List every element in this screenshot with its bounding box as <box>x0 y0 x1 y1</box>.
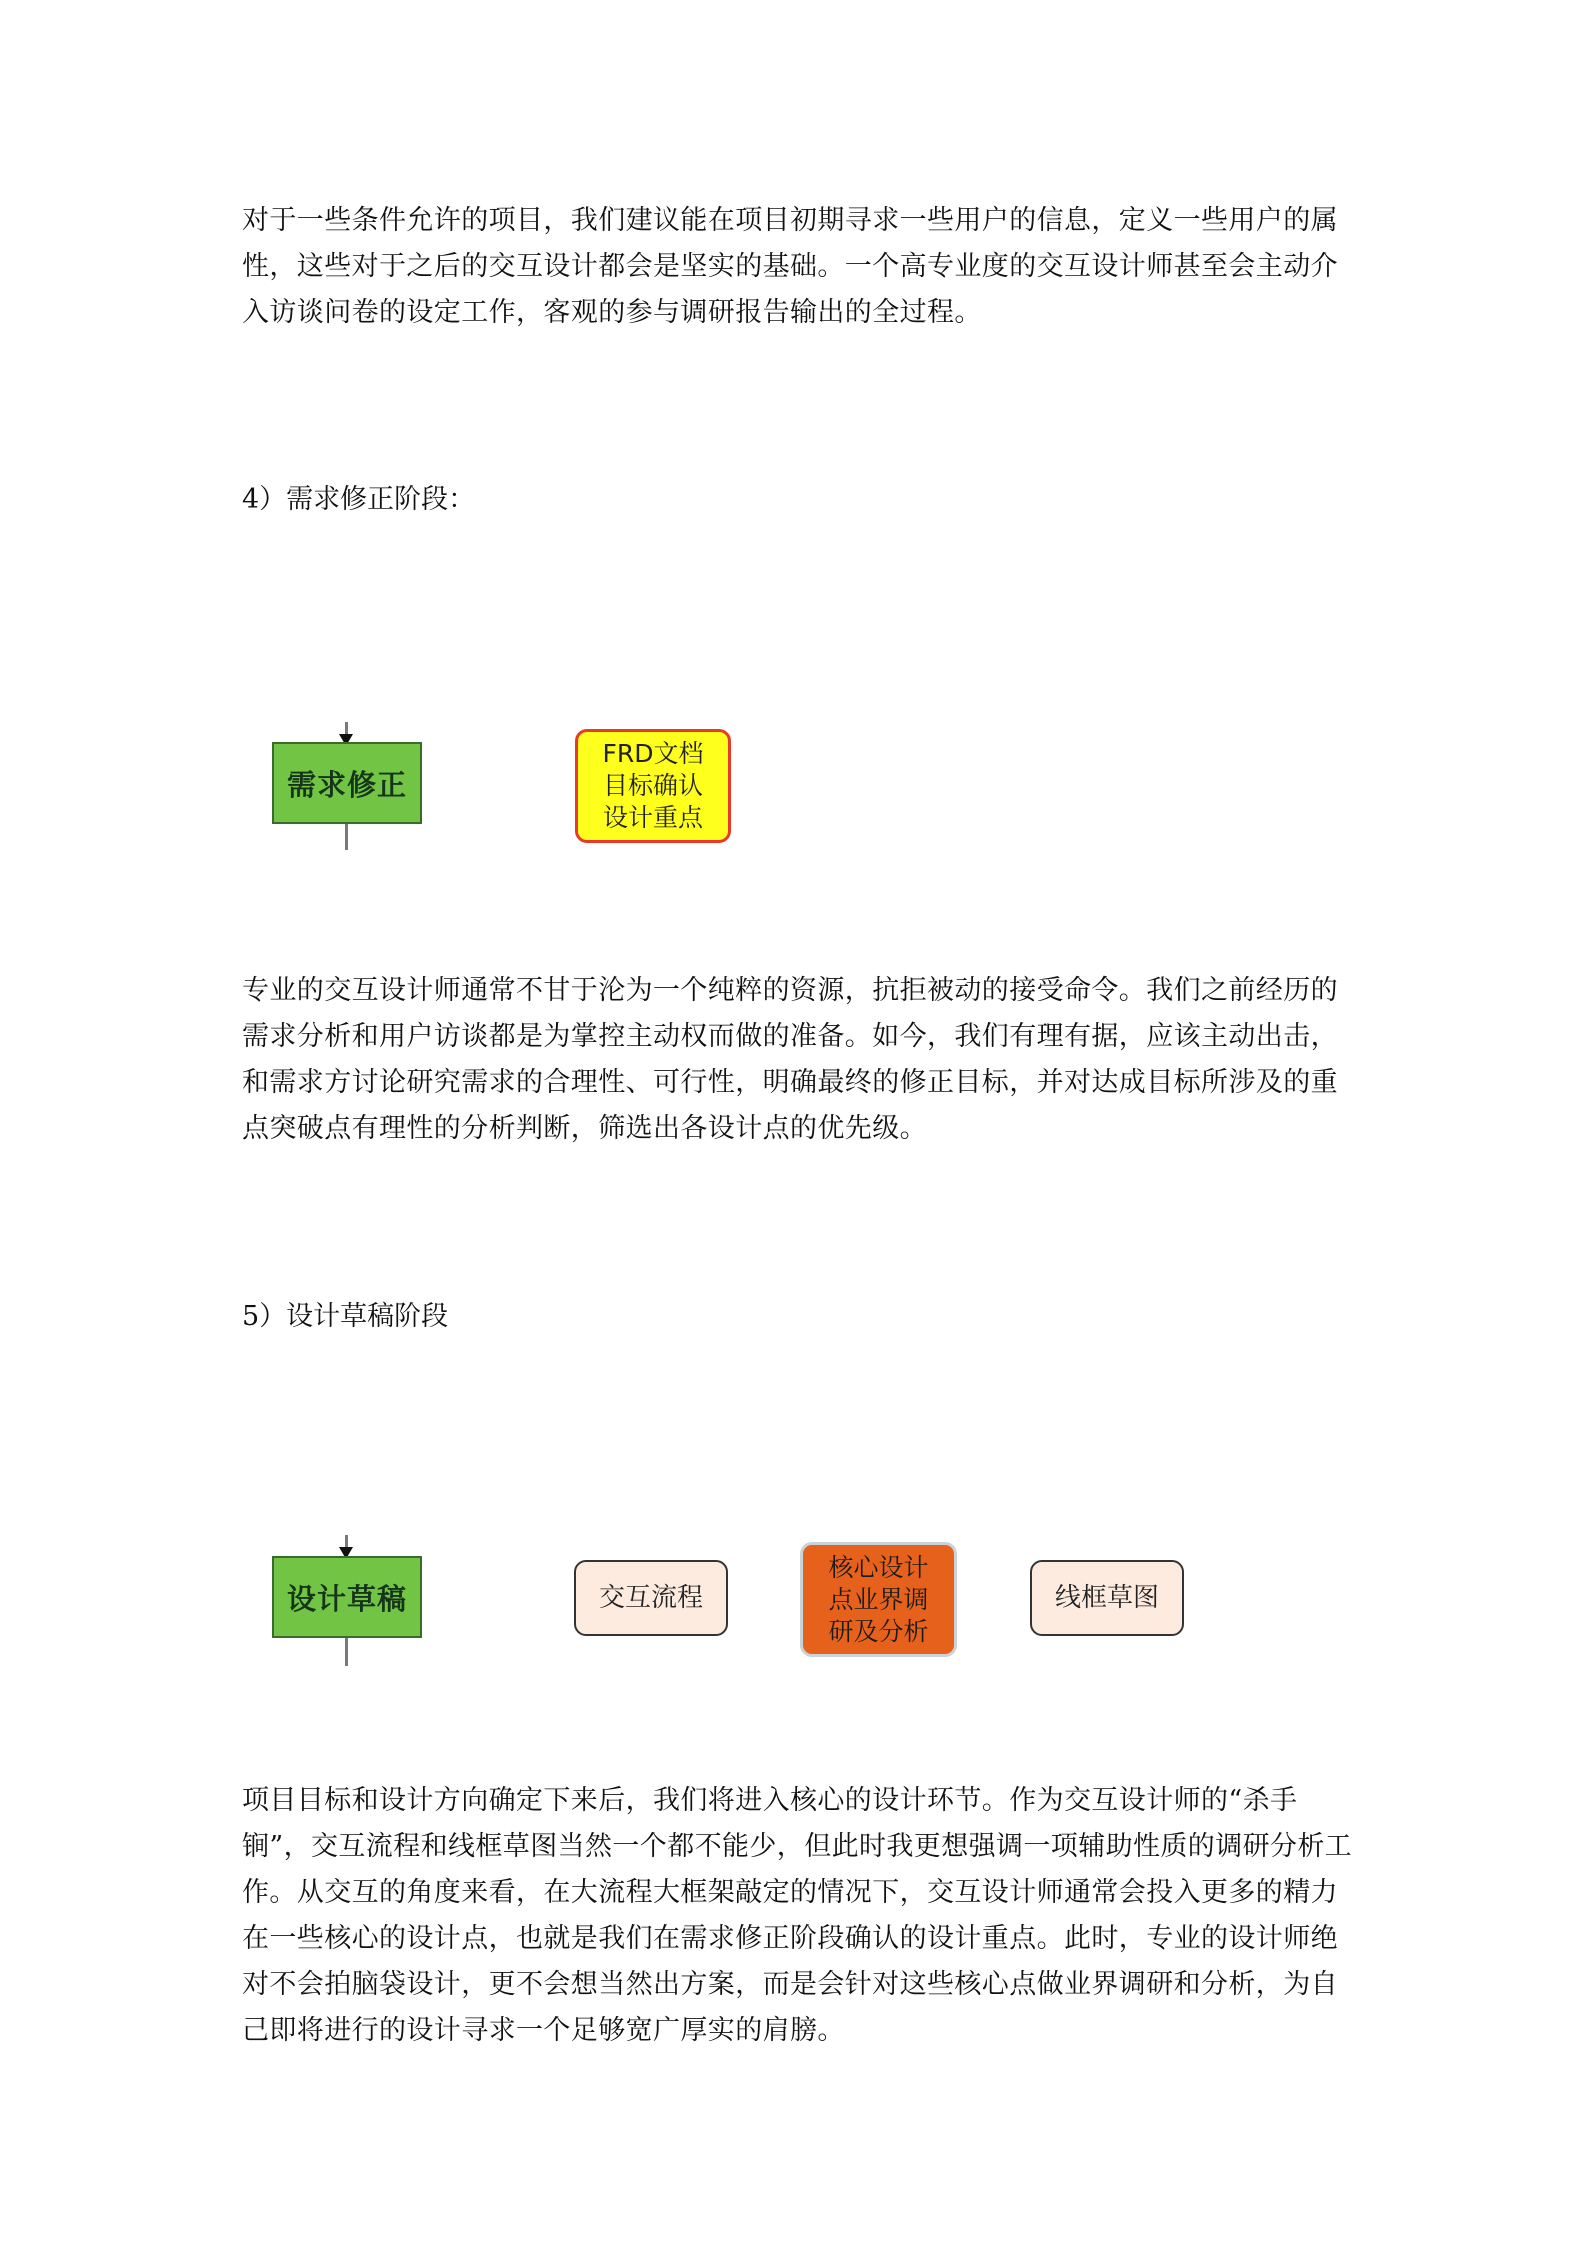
paragraph-intro: 对于一些条件允许的项目，我们建议能在项目初期寻求一些用户的信息，定义一些用户的属性，这些对于之后的交互设计都会是坚实的基础。一个高专业度的交互设计师甚至会主动介入访谈问卷的设定工作，客观的参与调研报告输出的全过程。 <box>242 205 1338 328</box>
box-wireframe-sketch <box>1030 1560 1184 1636</box>
paragraph-revision: 专业的交互设计师通常不甘于沦为一个纯粹的资源，抗拒被动的接受命令。我们之前经历的需求分析和用户访谈都是为掌控主动权而做的准备。如今，我们有理有据，应该主动出击，和需求方讨论研究需求的合理性、可行性，明确最终的修正目标，并对达成目标所涉及的重点突破点有理性的分析判断，筛选出各设计点的优先级。 <box>242 975 1338 1144</box>
box-label: 线框草图 <box>1054 1583 1159 1613</box>
stage-box-requirement-revision: 需求修正 <box>272 742 422 824</box>
box-line: 研及分析 <box>828 1616 929 1646</box>
box-interaction-flow <box>574 1560 728 1636</box>
paragraph-design: 项目目标和设计方向确定下来后，我们将进入核心的设计环节。作为交互设计师的“杀手锏”，交互流程和线框草图当然一个都不能少，但此时我更想强调一项辅助性质的调研分析工作。从交互的角度来看，在大流程大框架敲定的情况下，交互设计师通常会投入更多的精力在一些核心的设计点，也就是我们在需求修正阶段确认的设计重点。此时，专业的设计师绝对不会拍脑袋设计，更不会想当然出方案，而是会针对这些核心点做业界调研和分析，为自己即将进行的设计寻求一个足够宽广厚实的肩膀。 <box>242 1785 1353 2046</box>
output-line: 设计重点 <box>602 803 703 832</box>
box-label: 交互流程 <box>598 1583 703 1613</box>
box-core-research <box>800 1542 957 1657</box>
box-line: 点业界调 <box>828 1584 929 1614</box>
flow-line-out <box>345 1638 348 1666</box>
heading-requirement-revision: 4）需求修正阶段： <box>242 484 476 515</box>
output-line: 目标确认 <box>602 771 703 800</box>
heading-design-draft: 5）设计草稿阶段 <box>242 1301 449 1332</box>
output-line: FRD文档 <box>602 739 704 768</box>
stage-box-design-draft: 设计草稿 <box>272 1556 422 1638</box>
box-line: 核心设计 <box>828 1552 929 1582</box>
output-box-frd <box>575 729 731 843</box>
flow-line-out <box>345 824 348 850</box>
